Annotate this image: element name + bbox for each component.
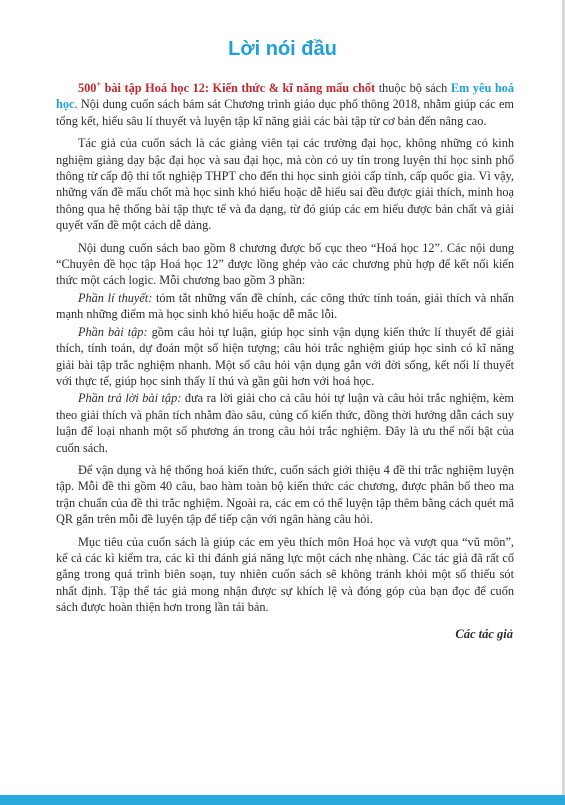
part-theory-label: Phần lí thuyết: [78,290,153,305]
intro-text-1: thuộc bộ sách [375,81,451,95]
book-title [78,81,375,95]
goal-paragraph: Mục tiêu của cuốn sách là giúp các em yêu thích môn Hoá học và vượt qua “vũ môn”, kể cả các kì kiểm tra, các kì thi đánh giá năng lực một cách nhẹ nhàng. Các tác giả đã rất cố gắng trong quá trình biên soạn, tuy nhiên cuốn sách sẽ không tránh khỏi một số thiếu sót nhất định. Tập thể tác giả mong nhận được sự khích lệ và đóng góp của bạn đọc để cuốn sách được hoàn thiện hơn trong lần tái bản. [56,534,514,615]
intro-paragraph [56,80,514,129]
authors-paragraph: Tác giả của cuốn sách là các giảng viên tại các trường đại học, không những có kinh nghiệm giảng dạy bậc đại học và sau đại học, mà còn có uy tín trong luyện thi học sinh phổ thông từ cấp độ thi tốt nghiệp THPT cho đến thi học sinh giỏi cấp tỉnh, cấp quốc gia. Vì vậy, những vấn đề mấu chốt mà học sinh khó hiểu hoặc dễ hiểu sai đều được giải thích, minh hoạ thông qua hệ thống bài tập thực tế và đa dạng, từ đó giúp các em hiểu được bản chất và giải quyết vấn đề một cách dễ dàng. [56,136,514,233]
signature: Các tác giả [455,627,513,641]
book-title-text: bài tập Hoá học 12: Kiến thức & kĩ năng mấu chốt [101,81,376,95]
book-title-count: 500 [78,81,97,95]
series-name: Em yêu hoá học [56,81,514,112]
part-exercises-label: Phần bài tập: [78,324,148,339]
part-exercises-text: gồm câu hỏi tự luận, giúp học sinh vận dụng kiến thức lí thuyết để giải thích, tính toán, dự đoán một số hiện tượng; câu hỏi trắc nghiệm giúp học sinh có kĩ năng giải bài tập trắc nghiệm nhanh. Một số câu hỏi vận dụng gắn với đời sống, kết nối lí thuyết với thực tế, giúp học sinh thấy lí thú và gần gũi hơn với hoá học. [56,324,514,388]
structure-paragraph: Nội dung cuốn sách bao gồm 8 chương được bố cục theo “Hoá học 12”. Các nội dung “Chuyên đề học tập Hoá học 12” được lồng ghép vào các chương phù hợp để kết nối kiến thức một cách logic. Mỗi chương bao gồm 3 phần: [56,240,514,288]
part-answers [56,390,514,456]
part-answers-text: đưa ra lời giải cho cả câu hỏi tự luận và câu hỏi trắc nghiệm, kèm theo giải thích và phân tích nhằm đào sâu, củng cố kiến thức, đồng thời hướng dẫn cách suy luận để loại nhanh một số phương án trong câu hỏi trắc nghiệm. Đây là ưu thế nổi bật của cuốn sách. [56,391,514,455]
part-exercises [56,324,514,390]
bottom-color-bar [0,795,565,805]
tests-paragraph: Để vận dụng và hệ thống hoá kiến thức, cuốn sách giới thiệu 4 đề thi trắc nghiệm luyện tập. Mỗi đề thi gồm 40 câu, bao hàm toàn bộ kiến thức các chương, được phân bố theo ma trận chuẩn của đề thi trắc nghiệm. Ngoài ra, các em có thể luyện tập thêm bằng cách quét mã QR gắn trên mỗi đề luyện tập để tiếp cận với ngân hàng câu hỏi. [56,462,514,527]
part-answers-label: Phần trả lời bài tập: [78,391,182,406]
book-title-plus: + [96,79,102,89]
part-theory [56,290,514,323]
intro-text-2: . Nội dung cuốn sách bám sát Chương trình giáo dục phổ thông 2018, nhằm giúp các em tổng kết, hiểu sâu lí thuyết và luyện tập kĩ năng giải các bài tập từ cơ bản đến nâng cao. [56,97,514,128]
page-title: Lời nói đầu [228,38,337,60]
preface-body [56,80,514,622]
part-theory-text: tóm tắt những vấn đề chính, các công thức tính toán, giải thích và nhấn mạnh những điểm mà học sinh khó hiểu hoặc dễ mắc lỗi. [56,290,514,322]
